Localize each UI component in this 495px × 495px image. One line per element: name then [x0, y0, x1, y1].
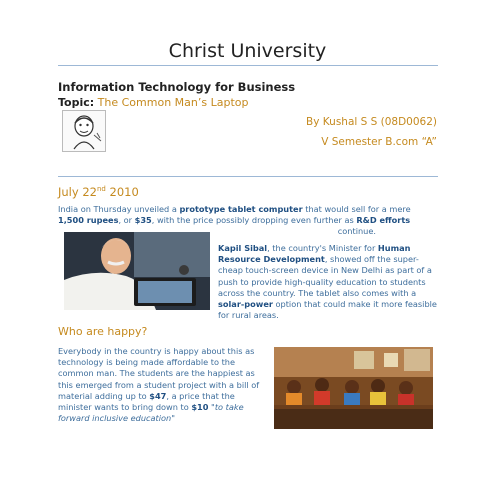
section-heading: Who are happy?: [58, 325, 148, 338]
topic-line: [58, 96, 248, 109]
paragraph-happy: Everybody in the country is happy about this as technology is being made affordable to the common man. The students are the happiest as this emerged from a student project with a bill of material adding up to $47, a price that the minister wants to bring down to $10 "to take forward inclusive education": [58, 346, 260, 424]
course-name: Information Technology for Business: [58, 80, 296, 94]
section-rule: [58, 176, 438, 177]
topic-label: Topic:: [58, 96, 95, 109]
semester-line: V Semester B.com “A”: [321, 136, 437, 148]
document-title: Christ University: [168, 40, 327, 62]
students-photo: [274, 347, 433, 429]
paragraph-minister: Kapil Sibal, the country's Minister for Human Resource Development, showed off the super-cheap touch-screen device in New Delhi as part of a push to provide high-quality education to students across the country. The tablet also comes with a solar-power option that could make it more feasible for rural areas.: [218, 243, 437, 321]
author-line: By Kushal S S (08D0062): [306, 116, 437, 128]
article-date: July 22nd 2010: [58, 185, 139, 199]
minister-photo: [64, 232, 210, 310]
topic-text: The Common Man’s Laptop: [97, 96, 249, 109]
paragraph-intro: India on Thursday unveiled a prototype tablet computer that would sell for a mere 1,500 rupees, or $35, with the price possibly dropping even further as R&D efforts continue.: [58, 204, 411, 237]
title-rule: [58, 65, 438, 66]
caricature-logo-icon: [62, 110, 106, 152]
